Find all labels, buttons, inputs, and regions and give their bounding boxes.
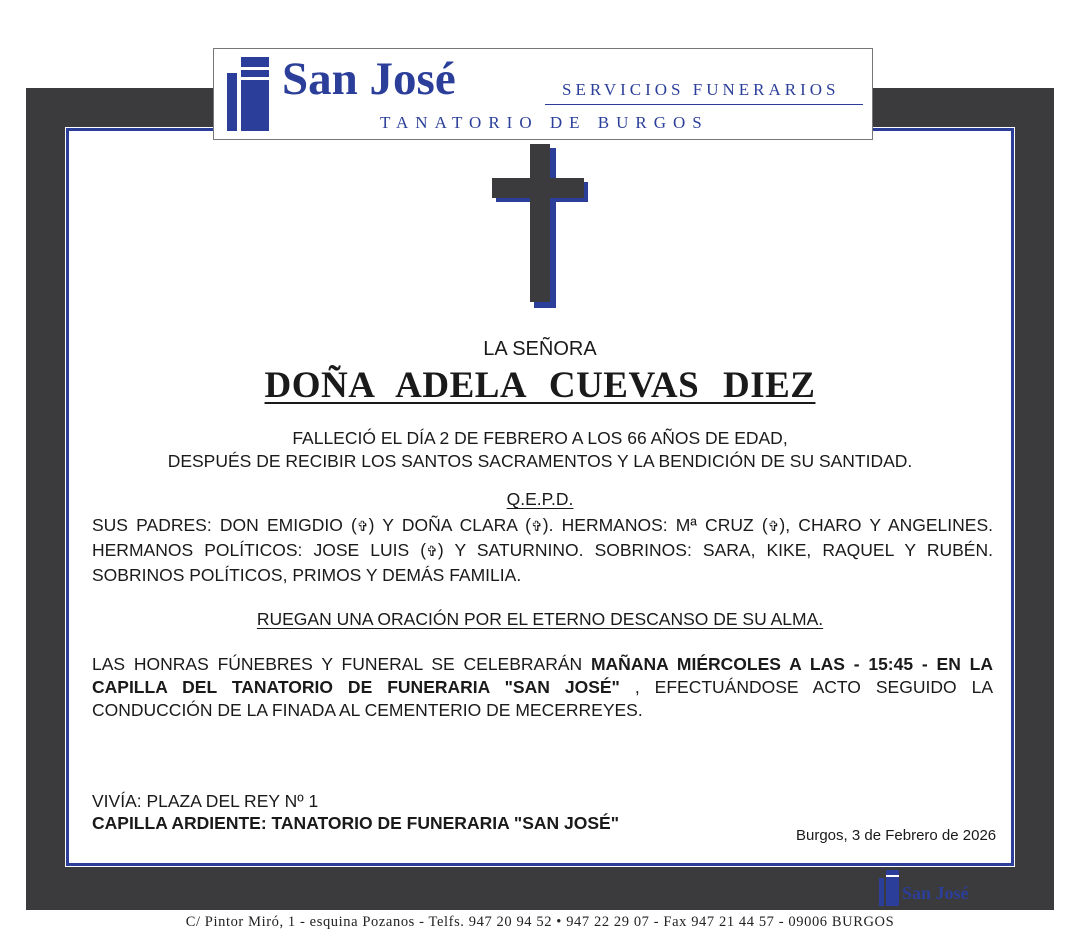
funeral-line-1: LAS HONRAS FÚNEBRES Y FUNERAL SE CELEBRARÁN MAÑANA MIÉRCOLES A LAS - 15:45 - EN LA — [92, 654, 993, 674]
family-line-2: HERMANOS POLÍTICOS: JOSE LUIS (✞) Y SATURNINO. SOBRINOS: SARA, KIKE, RAQUEL Y RUBÉN. — [92, 540, 993, 560]
qepd: Q.E.P.D. — [506, 489, 574, 509]
deceased-name: DOÑA ADELA CUEVAS DIEZ — [264, 365, 816, 406]
death-line-2: DESPUÉS DE RECIBIR LOS SANTOS SACRAMENTOS Y LA BENDICIÓN DE SU SANTIDAD. — [167, 451, 913, 471]
cross-icon: ✞ — [531, 519, 543, 535]
tanatorio-label: TANATORIO DE BURGOS — [380, 113, 709, 132]
services-label: SERVICIOS FUNERARIOS — [562, 80, 840, 99]
prayer-request: RUEGAN UNA ORACIÓN POR EL ETERNO DESCANSO DE SU ALMA. — [256, 609, 824, 629]
brand-name: San José — [282, 53, 456, 105]
funeral-line-2: CAPILLA DEL TANATORIO DE FUNERARIA "SAN JOSÉ" , EFECTUÁNDOSE ACTO SEGUIDO LA — [92, 677, 993, 697]
san-jose-logo-icon — [227, 57, 269, 131]
latin-cross-icon — [490, 142, 590, 308]
footer-address: C/ Pintor Miró, 1 - esquina Pozanos - Telfs. 947 20 94 52 • 947 22 29 07 - Fax 947 21 44 57 - 09006 BURGOS — [185, 914, 895, 930]
death-line-1: FALLECIÓ EL DÍA 2 DE FEBRERO A LOS 66 AÑOS DE EDAD, — [292, 428, 788, 448]
footer-brand: San José — [902, 883, 969, 903]
san-jose-logo-small-icon — [879, 870, 899, 906]
cross-icon: ✞ — [426, 544, 438, 560]
cross-icon: ✞ — [767, 519, 780, 535]
cross-icon: ✞ — [356, 519, 369, 535]
family-line-1: SUS PADRES: DON EMIGDIO (✞) Y DOÑA CLARA (✞). HERMANOS: Mª CRUZ (✞), CHARO Y ANGELINES. — [92, 515, 993, 535]
notice-date: Burgos, 3 de Febrero de 2026 — [796, 827, 997, 844]
family-line-3: SOBRINOS POLÍTICOS, PRIMOS Y DEMÁS FAMILIA. — [92, 565, 522, 585]
notice-title: LA SEÑORA — [483, 338, 597, 360]
header-divider — [545, 104, 863, 105]
funeral-line-3: CONDUCCIÓN DE LA FINADA AL CEMENTERIO DE MECERREYES. — [92, 700, 643, 720]
chapel-line: CAPILLA ARDIENTE: TANATORIO DE FUNERARIA "SAN JOSÉ" — [92, 813, 620, 833]
residence-line: VIVÍA: PLAZA DEL REY Nº 1 — [92, 791, 319, 811]
